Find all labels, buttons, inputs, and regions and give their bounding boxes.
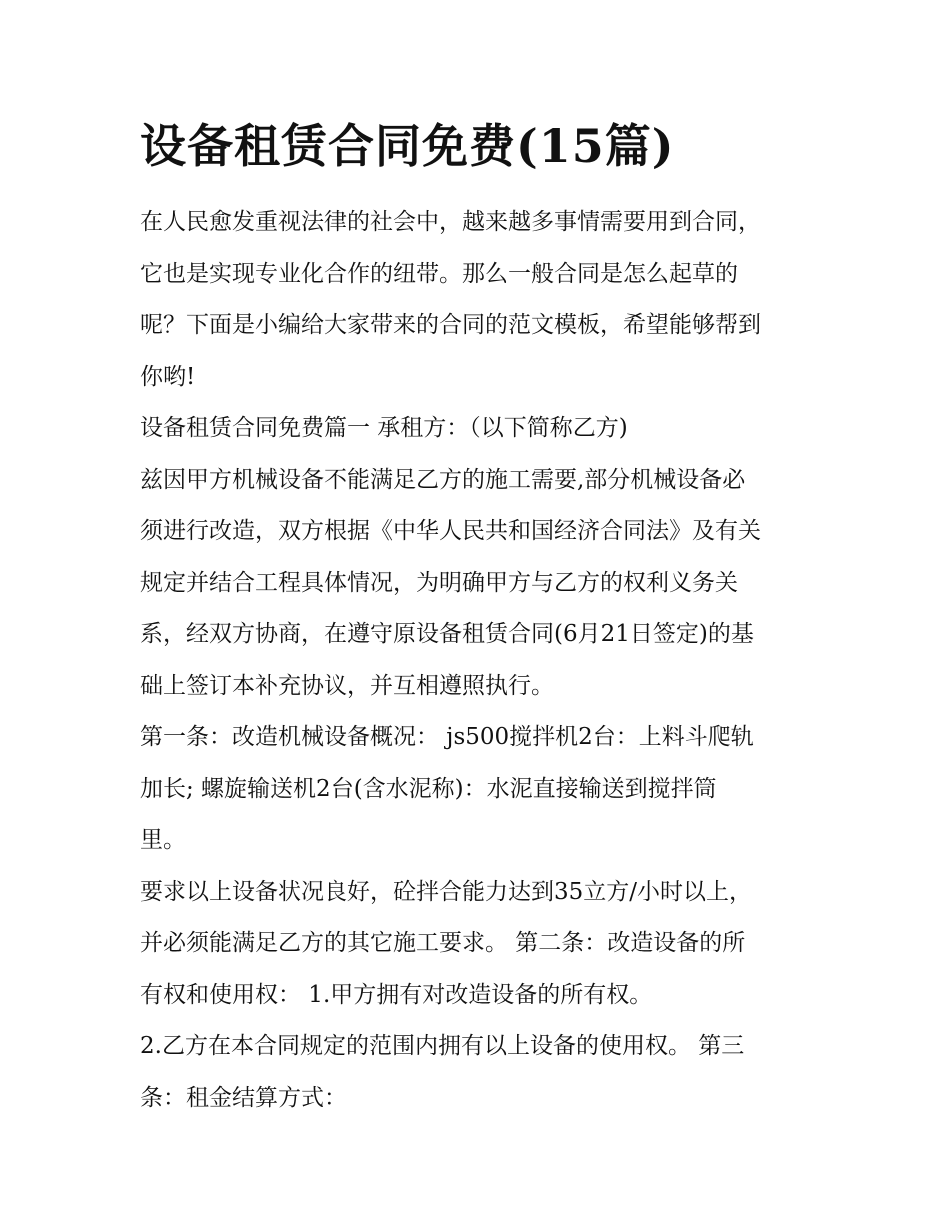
body-line: 它也是实现专业化合作的纽带。那么一般合同是怎么起草的 xyxy=(140,260,738,287)
body-line: 须进行改造，双方根据《中华人民共和国经济合同法》及有关 xyxy=(140,518,761,544)
body-line: 加长; 螺旋输送机2台(含水泥称)：水泥直接输送到搅拌筒 xyxy=(140,775,717,802)
body-line: 要求以上设备状况良好，砼拌合能力达到35立方/小时以上， xyxy=(140,878,753,905)
document-title: 设备租赁合同免费(15篇) xyxy=(140,119,675,173)
body-line: 2.乙方在本合同规定的范围内拥有以上设备的使用权。 第三 xyxy=(140,1033,745,1059)
body-line: 里。 xyxy=(140,827,186,853)
body-line: 设备租赁合同免费篇一 承租方：（以下简称乙方) xyxy=(140,415,628,441)
body-line: 你哟! xyxy=(140,363,196,390)
body-line: 呢？下面是小编给大家带来的合同的范文模板，希望能够帮到 xyxy=(140,312,761,338)
body-line: 条：租金结算方式： xyxy=(140,1084,347,1111)
body-line: 系，经双方协商，在遵守原设备租赁合同(6月21日签定)的基 xyxy=(140,621,754,647)
document-body xyxy=(140,199,820,1126)
body-line: 有权和使用权： 1.甲方拥有对改造设备的所有权。 xyxy=(140,981,653,1008)
body-line: 础上签订本补充协议，并互相遵照执行。 xyxy=(140,672,554,699)
body-line: 在人民愈发重视法律的社会中，越来越多事情需要用到合同， xyxy=(140,209,761,235)
body-line: 规定并结合工程具体情况，为明确甲方与乙方的权利义务关 xyxy=(140,569,738,596)
body-line: 第一条：改造机械设备概况： js500搅拌机2台：上料斗爬轨 xyxy=(140,724,754,750)
body-line: 并必须能满足乙方的其它施工要求。 第二条：改造设备的所 xyxy=(140,930,746,956)
body-line: 兹因甲方机械设备不能满足乙方的施工需要,部分机械设备必 xyxy=(140,466,746,493)
